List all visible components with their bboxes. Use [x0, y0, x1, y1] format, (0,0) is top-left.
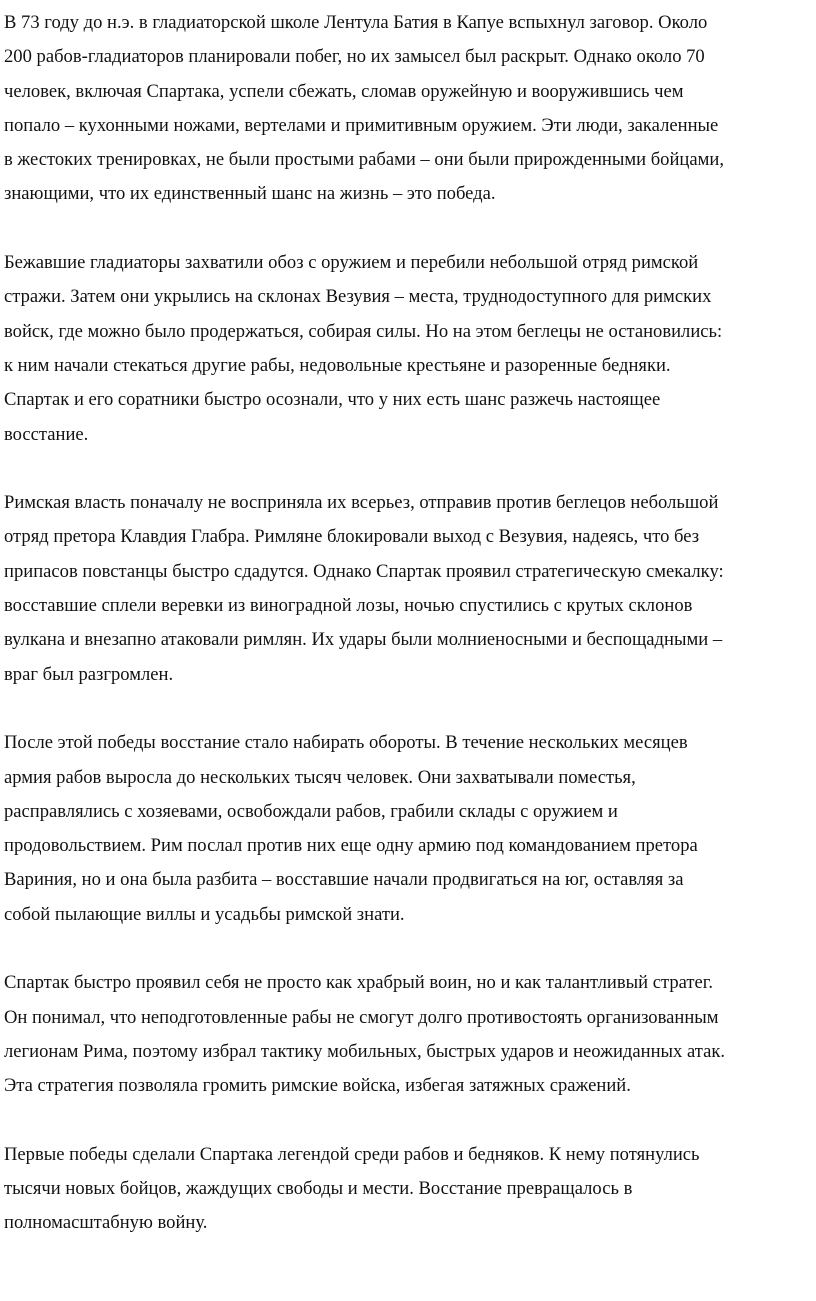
text-line: расправлялись с хозяевами, освобождали рабов, грабили склады с оружием и	[4, 800, 618, 822]
text-line: Он понимал, что неподготовленные рабы не смогут долго противостоять организованным	[4, 1006, 719, 1028]
text-line: стражи. Затем они укрылись на склонах Везувия – места, труднодоступного для римских	[4, 286, 712, 308]
text-line: Вариния, но и она была разбита – восставшие начали продвигаться на юг, оставляя за	[4, 869, 684, 891]
paragraph-1	[4, 6, 816, 212]
text-line: Римская власть поначалу не восприняла их всерьез, отправив против беглецов небольшой	[4, 492, 719, 514]
text-line: войск, где можно было продержаться, собирая силы. Но на этом беглецы не остановились:	[4, 320, 723, 342]
text-line: в жестоких тренировках, не были простыми рабами – они были прирожденными бойцами,	[4, 149, 724, 171]
paragraph-5	[4, 966, 816, 1103]
text-line: человек, включая Спартака, успели сбежать, сломав оружейную и вооружившись чем	[4, 80, 684, 102]
text-line: легионам Рима, поэтому избрал тактику мобильных, быстрых ударов и неожиданных атак.	[4, 1040, 726, 1062]
text-line: попало – кухонными ножами, вертелами и примитивным оружием. Эти люди, закаленные	[4, 114, 719, 136]
paragraph-3	[4, 486, 816, 692]
text-line: тысячи новых бойцов, жаждущих свободы и мести. Восстание превращалось в	[4, 1178, 633, 1200]
text-line: Эта стратегия позволяла громить римские войска, избегая затяжных сражений.	[4, 1075, 631, 1097]
text-line: Спартак быстро проявил себя не просто как храбрый воин, но и как талантливый стратег.	[4, 972, 713, 994]
text-line: восставшие сплели веревки из виноградной лозы, ночью спустились с крутых склонов	[4, 595, 693, 617]
paragraph-2	[4, 246, 816, 452]
text-line: Спартак и его соратники быстро осознали, что у них есть шанс разжечь настоящее	[4, 389, 661, 411]
text-line: восстание.	[4, 423, 89, 445]
text-line: После этой победы восстание стало набирать обороты. В течение нескольких месяцев	[4, 732, 688, 754]
text-line: отряд претора Клавдия Глабра. Римляне блокировали выход с Везувия, надеясь, что без	[4, 526, 700, 548]
text-line: вулкана и внезапно атаковали римлян. Их удары были молниеносными и беспощадными –	[4, 629, 723, 651]
text-line: армия рабов выросла до нескольких тысяч человек. Они захватывали поместья,	[4, 766, 636, 788]
text-line: В 73 году до н.э. в гладиаторской школе Лентула Батия в Капуе вспыхнул заговор. Около	[4, 12, 708, 33]
text-line: знающими, что их единственный шанс на жизнь – это победа.	[4, 183, 496, 205]
text-line: Первые победы сделали Спартака легендой среди рабов и бедняков. К нему потянулись	[4, 1143, 700, 1165]
text-line: враг был разгромлен.	[4, 663, 174, 685]
paragraph-6	[4, 1138, 816, 1241]
text-line: продовольствием. Рим послал против них еще одну армию под командованием претора	[4, 835, 698, 857]
paragraph-4	[4, 726, 816, 932]
text-line: Бежавшие гладиаторы захватили обоз с оружием и перебили небольшой отряд римской	[4, 252, 699, 274]
text-line: полномасштабную войну.	[4, 1212, 208, 1234]
text-line: 200 рабов-гладиаторов планировали побег, но их замысел был раскрыт. Однако около 70	[4, 46, 705, 68]
text-line: собой пылающие виллы и усадьбы римской знати.	[4, 903, 405, 925]
text-line: припасов повстанцы быстро сдадутся. Однако Спартак проявил стратегическую смекалку:	[4, 560, 724, 582]
text-line: к ним начали стекаться другие рабы, недовольные крестьяне и разоренные бедняки.	[4, 354, 671, 376]
